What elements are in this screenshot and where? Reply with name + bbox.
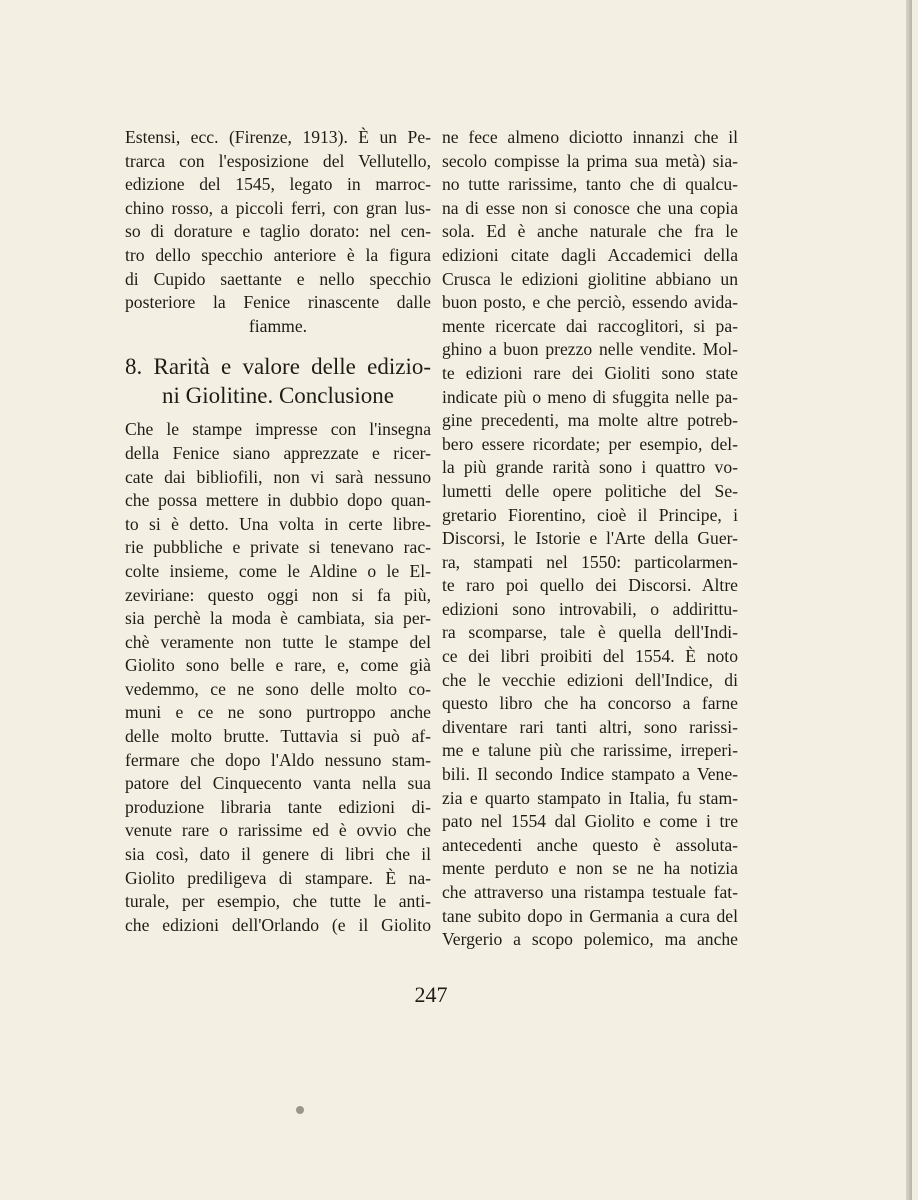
text-line: diventare rari tanti altri, sono rarissi- <box>442 716 738 737</box>
text-line: to si è detto. Una volta in certe libre- <box>125 513 431 534</box>
text-line: chino rosso, a piccoli ferri, con gran lus- <box>125 197 431 218</box>
text-line: chè veramente non tutte le stampe del <box>125 631 431 652</box>
text-line: colte insieme, come le Aldine o le El- <box>125 560 431 581</box>
text-line: lumetti delle opere politiche del Se- <box>442 480 738 501</box>
text-line: tro dello specchio anteriore è la figura <box>125 244 431 265</box>
text-line: produzione libraria tante edizioni di- <box>125 796 431 817</box>
text-line: zeviriane: questo oggi non si fa più, <box>125 584 431 605</box>
text-line: sola. Ed è anche naturale che fra le <box>442 221 738 242</box>
text-line: te edizioni rare dei Gioliti sono state <box>442 362 738 383</box>
right-column <box>442 126 738 952</box>
heading-line: 8. Rarità e valore delle edizio- <box>125 354 431 380</box>
text-line: edizioni sono introvabili, o addirittu- <box>442 598 738 619</box>
text-line: questo libro che ha concorso a farne <box>442 693 738 714</box>
text-line: Crusca le edizioni giolitine abbiano un <box>442 268 738 289</box>
text-line: gretario Fiorentino, cioè il Principe, i <box>442 504 738 525</box>
text-line: bero essere ricordate; per esempio, del- <box>442 433 738 454</box>
text-line: vedemmo, ce ne sono delle molto co- <box>125 678 431 699</box>
text-line: sia così, dato il genere di libri che il <box>125 844 431 865</box>
text-line: Che le stampe impresse con l'insegna <box>125 419 431 440</box>
text-line: ce dei libri proibiti del 1554. È noto <box>442 646 738 667</box>
text-line: sia perchè la moda è cambiata, sia per- <box>125 608 431 629</box>
section-heading <box>125 352 431 410</box>
text-line: fiamme. <box>248 315 308 336</box>
text-line: di Cupido saettante e nello specchio <box>125 268 431 289</box>
text-line: zia e quarto stampato in Italia, fu stam- <box>442 787 738 808</box>
text-line: na di esse non si conosce che una copia <box>442 197 738 218</box>
text-line: ne fece almeno diciotto innanzi che il <box>442 127 738 147</box>
text-line: gine precedenti, ma molte altre potreb- <box>442 410 738 431</box>
text-line: cate dai bibliofili, non vi sarà nessuno <box>125 466 431 487</box>
text-line: ra scomparse, tale è quella dell'Indi- <box>442 622 738 643</box>
text-line: ghino a buon prezzo nelle vendite. Mol- <box>442 339 738 360</box>
text-line: Giolito prediligeva di stampare. È na- <box>125 867 431 888</box>
text-line: edizione del 1545, legato in marroc- <box>125 174 431 195</box>
text-line: me e talune più che rarissime, irreperi- <box>442 740 738 761</box>
text-line: venute rare o rarissime ed è ovvio che <box>125 820 431 841</box>
text-line: la più grande rarità sono i quattro vo- <box>442 457 738 478</box>
text-line: mente ricercate dai raccoglitori, si pa- <box>442 315 738 336</box>
page-edge <box>906 0 912 1200</box>
paragraph-petrarca <box>125 126 431 338</box>
text-line: antecedenti anche questo è assoluta- <box>442 834 738 855</box>
text-line: secolo compisse la prima sua metà) sia- <box>442 150 738 171</box>
text-line: che attraverso una ristampa testuale fat- <box>442 882 738 902</box>
text-line: fermare che dopo l'Aldo nessuno stam- <box>125 749 431 770</box>
text-line: della Fenice siano apprezzate e ricer- <box>125 442 431 463</box>
left-column <box>125 126 431 937</box>
text-line: Discorsi, le Istorie e l'Arte della Guer- <box>442 528 738 549</box>
text-line: posteriore la Fenice rinascente dalle <box>125 292 431 313</box>
paragraph-conclusione <box>125 418 431 937</box>
paper-spot <box>296 1106 304 1114</box>
text-line: patore del Cinquecento vanta nella sua <box>125 773 431 794</box>
text-line: Estensi, ecc. (Firenze, 1913). È un Pe- <box>125 127 431 147</box>
text-line: che edizioni dell'Orlando (e il Giolito <box>125 914 431 935</box>
text-line: so di dorature e taglio dorato: nel cen- <box>125 221 431 242</box>
text-line: che possa mettere in dubbio dopo quan- <box>125 490 431 511</box>
text-line: bili. Il secondo Indice stampato a Vene- <box>442 764 738 785</box>
text-line: edizioni citate dagli Accademici della <box>442 244 738 265</box>
text-line: tane subito dopo in Germania a cura del <box>442 905 738 926</box>
text-line: rie pubbliche e private si tenevano rac- <box>125 537 431 558</box>
text-line: delle molto brutte. Tuttavia si può af- <box>125 726 431 747</box>
text-line: pato nel 1554 dal Giolito e come i tre <box>442 811 738 832</box>
text-line: mente perduto e non se ne ha notizia <box>442 858 738 879</box>
text-line: muni e ce ne sono purtroppo anche <box>125 702 431 723</box>
text-line: buon posto, e che perciò, essendo avida- <box>442 292 738 313</box>
text-line: te raro poi quello dei Discorsi. Altre <box>442 575 738 596</box>
text-line: ra, stampati nel 1550: particolarmen- <box>442 551 738 572</box>
text-line: indicate più o meno di sfuggita nelle pa- <box>442 386 738 407</box>
text-line: che le vecchie edizioni dell'Indice, di <box>442 669 738 690</box>
text-line: no tutte rarissime, tanto che di qualcu- <box>442 174 738 195</box>
text-line: Vergerio a scopo polemico, ma anche <box>442 929 738 950</box>
text-line: Giolito sono belle e rare, e, come già <box>125 655 431 676</box>
heading-line: ni Giolitine. Conclusione <box>162 383 394 409</box>
text-line: trarca con l'esposizione del Vellutello, <box>125 150 431 171</box>
text-line: turale, per esempio, che tutte le anti- <box>125 891 431 912</box>
page-number: 247 <box>414 982 448 1007</box>
